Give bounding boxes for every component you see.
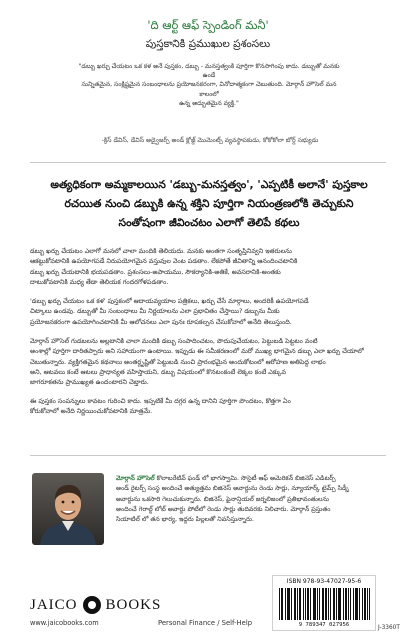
- publisher-emblem-icon: [83, 596, 101, 614]
- quote-line: ఉన్న అద్భుతమైన వ్యక్తి.": [179, 99, 239, 107]
- author-photo: [32, 473, 104, 545]
- isbn-number: ISBN 978-93-47027-95-6: [286, 578, 362, 585]
- body-line: దాటుకోవటానికి మధ్య తేడా తెలియక గందరగోళపడతాం.: [30, 277, 169, 286]
- quote-attribution: -క్రిస్ డేవిస్, డేవిస్ అడ్వైజర్స్ అండ్ క్లోజ్డ్ మొమెంట్స్ వ్యవస్థాపకుడు, కోకోకోలా బోర్డ్ సభ్యుడు: [101, 137, 319, 144]
- divider: [30, 162, 386, 163]
- body-line: చిట్కాలు ఉండవు. డబ్బుతో మీ సంబంధాలు మీ నిర్ణయాలను ఎలా ప్రభావితం చేస్తాయి? డబ్బును మీకు: [30, 307, 280, 316]
- publisher-name-left: JAICO: [30, 596, 78, 613]
- body-line: అని, ఆటవలు కంటే ఆటలు ప్రాధాన్యత వహిస్తాయని, డబ్బు విషయంలో కొనటంకంటే లెక్కల కంటే ఎక్కువ: [30, 367, 286, 376]
- headline-line: అత్యధికంగా అమ్మకాలయిన 'డబ్బు-మనస్తత్వం', 'ఎప్పటికీ అలానే' పుస్తకాల: [50, 178, 368, 191]
- body-line: ఆకట్టుకోవటానికి ఉపయోగపడే నిరుపయోగమైన వస్తువుల వెంట పడతాం. లేకపోతే జీవితాన్ని ఆనందించటానికి: [30, 257, 298, 266]
- author-bio-line: అందించే గెరాల్డ్ లోబ్ అవార్డు పోటీలో రెండు సార్లు తుదివరకు నిలిచారు. మోర్గాన్ ప్రస్తుతం: [116, 505, 331, 513]
- author-name: మోర్గాన్ హౌసెల్: [116, 475, 155, 482]
- book-category: Personal Finance / Self-Help: [158, 619, 253, 627]
- body-line: డబ్బు ఖర్చు చేయటం ఎలాగో మనలో చాలా మందికి తెలియదు. మనకు అంతగా సంతృప్తినివ్వని ఇతరులను: [30, 247, 292, 255]
- isbn-barcode: [272, 575, 376, 631]
- headline-line: రచయిత నుంచి డబ్బుకి ఉన్న శక్తిని పూర్తిగా నియంత్రణలోకి తెచ్చుకుని: [64, 197, 354, 210]
- body-paragraph-1: [30, 246, 386, 287]
- author-bio-line: అవార్డును ఒకసారి గెలుచుకున్నారు. బిజినెస్, ఫైనాన్షియల్ జర్నలిజంలో ప్రతిభావంతులను: [116, 495, 329, 503]
- product-code: J-3360T: [378, 625, 400, 631]
- body-line: కోరుకోవాలో అనేది నిర్ణయించుకోవటానికి మాత్రమే.: [30, 407, 153, 416]
- publisher-url: www.jaicobooks.com: [30, 619, 99, 627]
- body-line: 'డబ్బు ఖర్చు చేయటం ఒక కళ' పుస్తకంలో ఆదాయవ్యయాల పత్రికలు, ఖర్చు చేసే మార్గాలు, అందరికీ ఉపయోగపడే: [30, 297, 309, 305]
- headline-line: సంతోషంగా జీవించటం ఎలాగో తెలిపే కథలు: [118, 216, 300, 229]
- body-paragraph-4: [30, 396, 386, 417]
- praise-quote: [72, 62, 346, 134]
- body-line: ఈ పుస్తకం సంపన్నులు కావటం గురించి కాదు. ఇప్పటికే మీ దగ్గర ఉన్న దానిని పూర్తిగా పొందటం, కొత్తగా ఏం: [30, 397, 291, 405]
- publisher-name-right: BOOKS: [105, 596, 162, 613]
- author-bio-text: కొలాబరేటివ్ ఫండ్ లో భాగస్వామి. సొసైటీ ఆఫ్ అమెరికన్ బిజినెస్ ఎడిటర్స్: [154, 475, 336, 482]
- body-paragraph-3: [30, 336, 386, 387]
- quote-line: సున్నితమైన, సంక్లిష్టమైన సంబంధాలను ప్రయోజనకరంగా, వినోదాత్మకంగా చెబుతుంది. మోర్గాన్ హౌసెల్ మన కాలంలో: [81, 81, 337, 98]
- author-bio-line: సియాటిల్ లో తన భార్య, ఇద్దరు పిల్లలతో నివసిస్తున్నారు.: [116, 516, 254, 524]
- author-bio: [116, 474, 388, 525]
- body-paragraph-2: [30, 296, 386, 327]
- body-line: ప్రయోజనకరంగా ఉపయోగించటానికి మీ ఆలోచనలు ఎలా పునః రూపకల్పన చేసుకోవాలో అనేది తెలుస్తుంది.: [30, 317, 292, 326]
- body-line: జాగరూకతను ప్రాముఖ్యత ఉందంటారని చెబ్తారు.: [30, 378, 149, 387]
- headline: [28, 175, 390, 232]
- divider: [30, 455, 386, 456]
- publisher-logo: [30, 596, 161, 614]
- author-bio-line: అండ్ రైటర్స్ సంస్థ అందించే అత్యుత్తమ బిజినెస్ అవార్డును రెండు సార్లు, న్యూయార్క్ టైమ్స్ సిడ్నీ: [116, 485, 349, 493]
- body-line: మోర్గాన్ హౌసెల్ గుడబలను అల్లటానికి చాలా మందికి డబ్బు సంపాదించటం, పొదుపుచేయటం, పెట్టుబడి పెట్టటం వంటి: [30, 337, 318, 345]
- body-line: చెబుతున్నారు. వ్యక్తిగతమైన కథనాలు అంతర్దృష్టితో పెట్టుబడి నుంచి ప్రారంభమైన అందుకోటంలో ఆరోహణ అతిపెద్ద లాభం: [30, 357, 326, 366]
- barcode-icon: [279, 588, 371, 620]
- quote-line: "డబ్బు ఖర్చు చేయటం ఒక కళ అనే పుస్తకం, డబ్బు - మనస్తత్వంకి పూర్తిగా కొనసాగింపు కాదు. డబ్బుతో మనకు ఉండే: [78, 63, 340, 80]
- author-bio-line: [116, 474, 388, 484]
- praise-subtitle: పుస్తకానికి ప్రముఖుల ప్రశంసలు: [145, 38, 271, 50]
- cover-title: 'ది ఆర్ట్ ఆఫ్ స్పెండింగ్ మనీ': [147, 18, 269, 32]
- body-line: డబ్బు ఖర్చు చేయటానికి భయపడతాం. ప్రశంసలు-అపాయము, సౌకర్యానికి-అతికే, అవసరానికి-అంతకు: [30, 267, 281, 276]
- isbn-digits: 9 789347 027956: [298, 622, 350, 628]
- body-line: అంశాల్లో పూర్తిగా దారితప్పారు అని సహాయంగా ఉంటాయి. ఇప్పుడు ఈ సమీకరణంలో మరో ముఖ్య భాగమైన డబ్బు ఎలా ఖర్చు చేయాలో: [30, 347, 364, 356]
